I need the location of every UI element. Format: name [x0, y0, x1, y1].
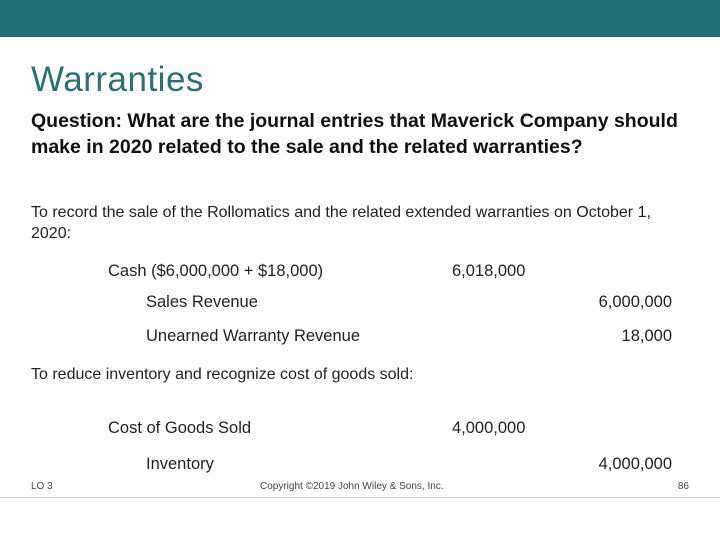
entry1-debit-account: Cash ($6,000,000 + $18,000)	[108, 262, 324, 280]
sale-entry-intro: To record the sale of the Rollomatics and the related extended warranties on October 1, 2020:	[31, 204, 651, 242]
page-number: 86	[677, 481, 689, 492]
entry1-credit-account-sales: Sales Revenue	[146, 293, 258, 311]
top-banner	[0, 0, 720, 37]
cogs-entry-intro: To reduce inventory and recognize cost of goods sold:	[31, 366, 414, 383]
entry1-credit-amount-unearned: 18,000	[621, 327, 672, 345]
slide-title: Warranties	[31, 60, 204, 99]
entry2-debit-amount: 4,000,000	[452, 419, 526, 437]
entry2-credit-account: Inventory	[146, 455, 214, 473]
entry2-credit-amount: 4,000,000	[598, 455, 672, 473]
question-text: Question: What are the journal entries that Maverick Company should make in 2020 related to the sale and the related warranties?	[31, 110, 678, 158]
entry1-credit-amount-sales: 6,000,000	[598, 293, 672, 311]
entry2-debit-account: Cost of Goods Sold	[108, 419, 252, 437]
copyright-text: Copyright ©2019 John Wiley & Sons, Inc.	[260, 481, 444, 492]
footer-divider	[0, 497, 720, 498]
entry1-credit-account-unearned: Unearned Warranty Revenue	[146, 327, 361, 345]
entry1-debit-amount: 6,018,000	[452, 262, 526, 280]
learning-objective-label: LO 3	[31, 481, 53, 492]
